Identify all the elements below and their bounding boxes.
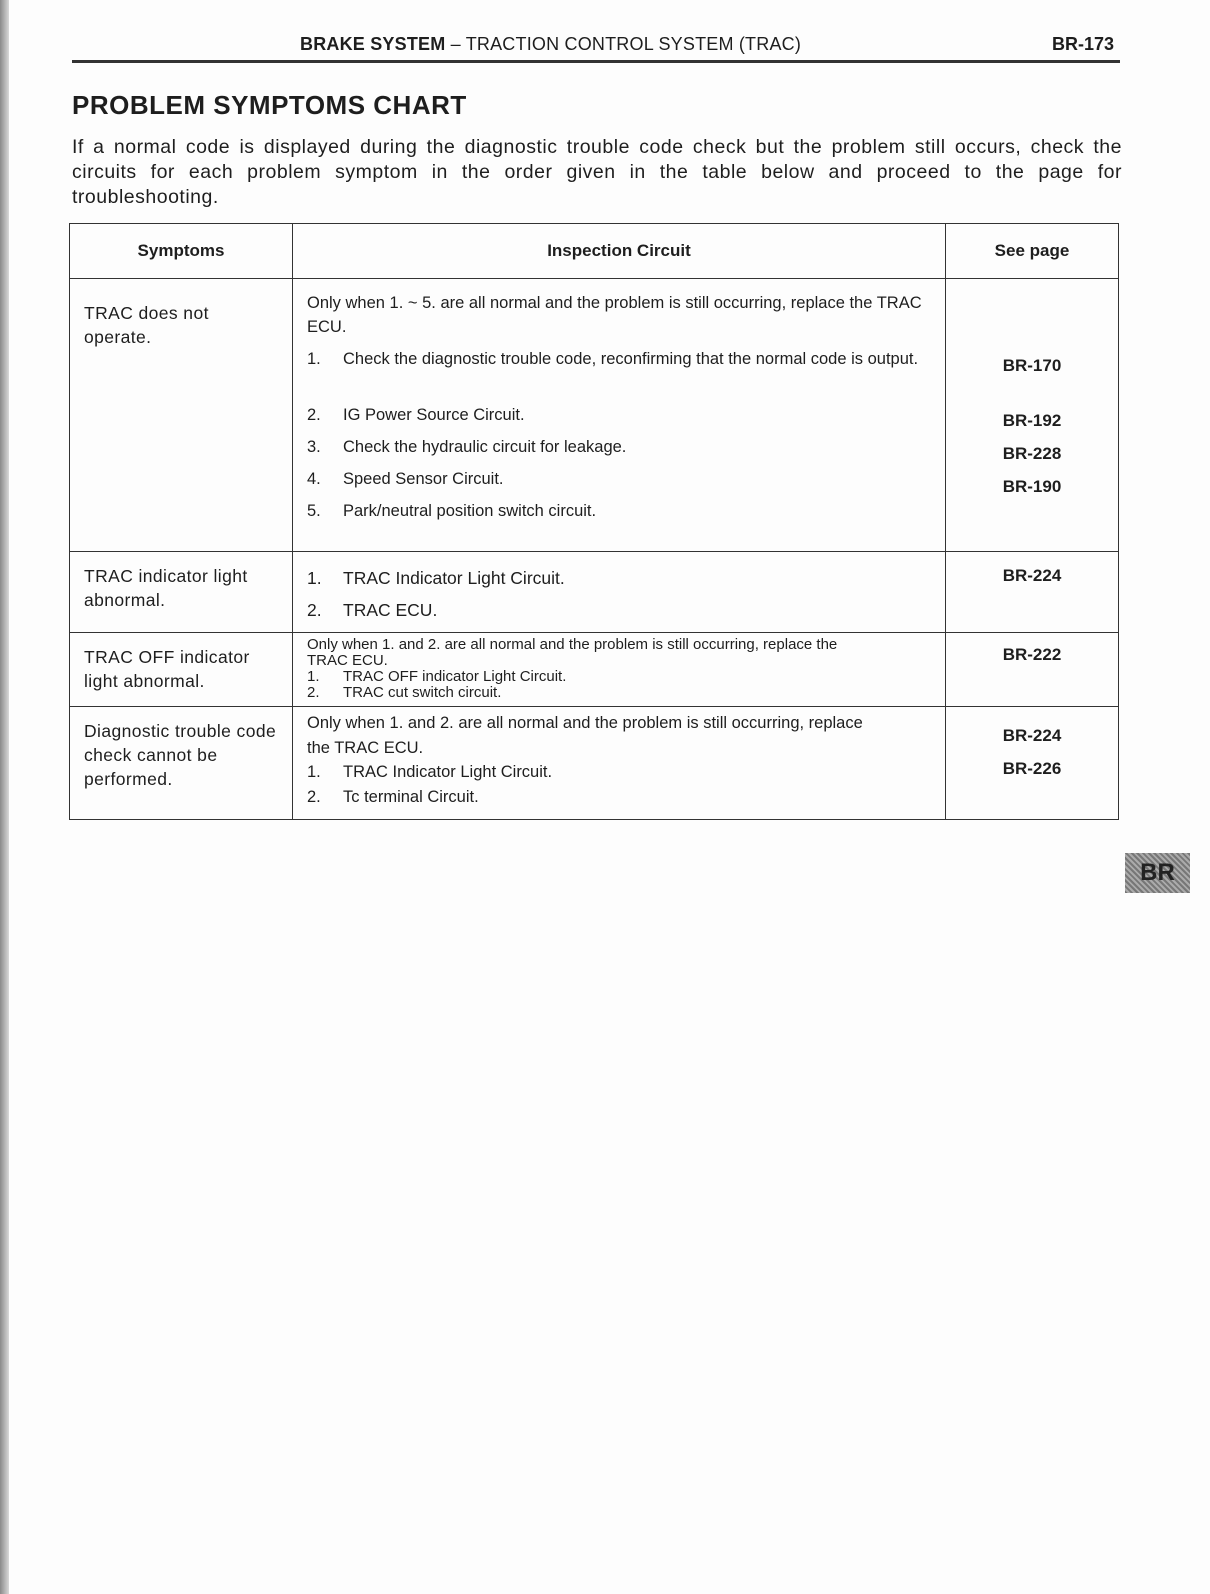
inspection-cell (293, 633, 946, 707)
page-ref: BR-226 (1002, 759, 1062, 778)
item-number: 1. (307, 763, 321, 781)
item-text: Check the diagnostic trouble code, reconfirming that the normal code is output. (343, 350, 919, 368)
item-number: 2. (307, 787, 321, 806)
item-text: Tc terminal Circuit. (343, 787, 479, 806)
inspection-cell (293, 279, 946, 552)
item-number: 4. (307, 470, 321, 488)
table-header (70, 224, 1119, 279)
table-row (70, 707, 1119, 820)
item-text: IG Power Source Circuit. (343, 406, 525, 424)
item-text: Speed Sensor Circuit. (343, 470, 504, 488)
symptoms-table (69, 223, 1119, 820)
col-inspection: Inspection Circuit (293, 224, 946, 279)
item-text: TRAC Indicator Light Circuit. (343, 568, 565, 588)
header-subsection: – TRACTION CONTROL SYSTEM (TRAC) (450, 34, 802, 54)
page-ref: BR-190 (1002, 477, 1062, 496)
item-number: 2. (307, 406, 321, 424)
table-row (70, 279, 1119, 552)
page-ref: BR-192 (1002, 411, 1062, 430)
item-text: Park/neutral position switch circuit. (343, 502, 597, 520)
page-cell (946, 279, 1119, 552)
page-cell (946, 552, 1119, 633)
inspection-cell (293, 707, 946, 820)
item-text: TRAC Indicator Light Circuit. (343, 763, 553, 781)
note: Only when 1. and 2. are all normal and the problem is still occurring, replace the TRAC ECU. (307, 714, 863, 757)
header-rule (72, 60, 1120, 63)
item-text: TRAC cut switch circuit. (343, 684, 502, 701)
table-row (70, 633, 1119, 707)
intro-paragraph: If a normal code is displayed during the diagnostic trouble code check but the problem still occurs, check the circuits for each problem symptom in the order given in the table below and proceed to the page for troubleshooting. (72, 136, 1122, 208)
item-number: 2. (307, 684, 320, 701)
item-number: 3. (307, 438, 321, 456)
item-text: TRAC ECU. (343, 600, 438, 620)
page-ref: BR-224 (1002, 566, 1062, 585)
page-title: PROBLEM SYMPTOMS CHART (72, 90, 467, 120)
running-header (300, 34, 801, 55)
symptom-cell: Diagnostic trouble code check cannot be performed. (70, 707, 293, 820)
item-number: 1. (307, 568, 322, 588)
item-number: 1. (307, 668, 320, 685)
item-text: TRAC OFF indicator Light Circuit. (343, 668, 567, 685)
inspection-cell (293, 552, 946, 633)
symptom-cell: TRAC does not operate. (70, 279, 293, 552)
item-text: Check the hydraulic circuit for leakage. (343, 438, 627, 456)
col-see-page: See page (946, 224, 1119, 279)
page-cell (946, 633, 1119, 707)
note: Only when 1. and 2. are all normal and the problem is still occurring, replace the TRAC ECU. (307, 636, 838, 669)
page-ref: BR-170 (1002, 356, 1062, 375)
note: Only when 1. ~ 5. are all normal and the problem is still occurring, replace the TRAC ECU. (307, 294, 922, 336)
table-row (70, 552, 1119, 633)
page-ref: BR-228 (1002, 444, 1062, 463)
page-cell (946, 707, 1119, 820)
page-ref: BR-224 (1002, 726, 1062, 745)
section-tab-br: BR (1125, 853, 1190, 893)
item-number: 5. (307, 502, 321, 520)
symptom-cell: TRAC OFF indicator light abnormal. (70, 633, 293, 707)
header-section: BRAKE SYSTEM (300, 34, 446, 54)
item-number: 1. (307, 350, 321, 368)
symptom-cell: TRAC indicator light abnormal. (70, 552, 293, 633)
scan-edge (0, 0, 9, 1594)
page-number: BR-173 (1052, 34, 1115, 54)
col-symptoms: Symptoms (70, 224, 293, 279)
item-number: 2. (307, 600, 322, 620)
page-ref: BR-222 (1002, 645, 1062, 664)
